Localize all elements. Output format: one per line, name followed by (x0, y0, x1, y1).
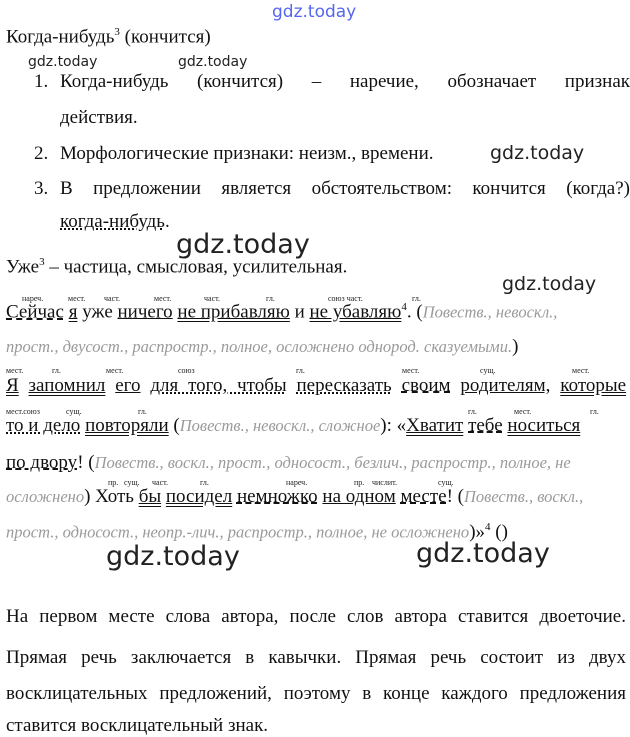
uzhe-line (6, 256, 347, 278)
list-num: 3. (34, 178, 49, 199)
uzhe-rest: – частица, смысловая, усилительная. (44, 256, 348, 278)
word: по двору (6, 452, 78, 473)
word: которые (560, 375, 627, 396)
watermark-top: gdz.today (272, 2, 357, 22)
word: ничего (117, 301, 173, 323)
explanation-line-4: ставится восклицательный знак. (6, 715, 269, 736)
pos-label: мест. (6, 366, 24, 375)
pos-label: сущ. (480, 366, 496, 375)
punct: ! ( (77, 452, 95, 473)
word: его (115, 375, 141, 396)
pos-label: мест. (68, 294, 86, 303)
pos-label: част. (152, 478, 169, 487)
pos-label: гл. (468, 407, 477, 416)
pos-label: числит. (372, 478, 398, 487)
pos-label: союз част. (328, 294, 363, 303)
pos-label: пр. (354, 478, 365, 487)
sentence-2-line1 (6, 375, 626, 397)
heading-word: Когда-нибудь (6, 26, 115, 48)
heading (6, 26, 211, 48)
word: то и дело (6, 415, 81, 436)
punct: ( (168, 415, 180, 436)
word: запомнил (28, 375, 106, 396)
pos-label: гл. (296, 366, 305, 375)
punct: ) (512, 336, 519, 357)
sentence-note: Повеств., воскл., прост., односост., безлич., распростр., полное, не (94, 453, 571, 472)
sentence-2-line4 (6, 486, 583, 508)
sentence-note: Повеств., невоскл., сложное (179, 416, 381, 435)
sentence-note: прост., двусост., распростр., полное, осложнено однород. сказуемыми. (6, 337, 513, 356)
pos-label: нареч. (286, 478, 308, 487)
list-num: 2. (34, 143, 49, 164)
sentence-note: Повеств., невоскл., (422, 302, 558, 322)
word: уже (82, 301, 113, 323)
word: тебе (468, 415, 503, 436)
list-item-3-line2 (60, 211, 170, 233)
explanation-line-2: Прямая речь заключается в кавычки. Прямая речь состоит из двух (6, 647, 626, 668)
pos-label: союз (178, 366, 195, 375)
word: не прибавляю (177, 301, 290, 323)
word: повторяли (85, 415, 169, 436)
word: не убавляю (309, 301, 402, 323)
word: своим (401, 375, 451, 396)
punct: . ( (406, 301, 423, 323)
pos-label: сущ. (438, 478, 454, 487)
word: бы (138, 486, 162, 507)
word: я (68, 301, 78, 323)
list-item-3-line1: В предложении является обстоятельством: кончится (когда?) (60, 178, 630, 199)
word: на одном (322, 486, 396, 507)
watermark: gdz.today (490, 142, 585, 164)
word: пересказать (296, 375, 392, 396)
word: для того, чтобы (150, 375, 287, 396)
punct: )» (469, 521, 486, 543)
list-item-2-line1: Морфологические признаки: неизм., времени. (60, 143, 434, 164)
pos-label: гл. (138, 407, 147, 416)
uzhe-word: Уже (6, 256, 40, 278)
punct: ! ( (446, 486, 464, 507)
period: . (164, 211, 170, 232)
pos-label: гл. (200, 478, 209, 487)
sup: 4 (485, 521, 491, 533)
pos-label: мест. (514, 407, 532, 416)
pos-label: гл. (590, 407, 599, 416)
heading-rest: (кончится) (119, 26, 211, 48)
word: посидел (165, 486, 233, 507)
pos-label: мест. (106, 366, 124, 375)
sentence-2-line3 (6, 452, 571, 474)
adverb-underlined: когда-нибудь (60, 211, 165, 232)
list-num: 1. (34, 71, 49, 92)
punct: () (490, 521, 508, 543)
list-item-1 (34, 71, 48, 93)
list-item-1-line1: Когда-нибудь (кончится) – наречие, обозначает признак (60, 71, 630, 92)
word: месте (400, 486, 447, 507)
sentence-1-line2 (6, 336, 518, 358)
pos-label: мест. (402, 366, 420, 375)
pos-label: пр. (108, 478, 119, 487)
sentence-note: Повеств., воскл., (464, 487, 584, 506)
uzhe-sup: 3 (39, 256, 45, 268)
word: и (294, 301, 305, 323)
word: носиться (507, 415, 581, 436)
heading-sup: 3 (114, 26, 120, 38)
watermark: gdz.today (28, 54, 98, 70)
sentence-note: прост., односост., неопр.-лич., распростр., полное, не осложнено (6, 522, 470, 542)
word: родителям, (460, 375, 551, 396)
watermark: gdz.today (106, 541, 240, 572)
watermark: gdz.today (176, 229, 310, 260)
pos-label: мест. (572, 366, 590, 375)
word: Сейчас (6, 301, 64, 323)
pos-label: гл. (266, 294, 275, 303)
pos-label: сущ. (124, 478, 140, 487)
watermark: gdz.today (416, 538, 550, 569)
explanation-line-1: На первом месте слова автора, после слов автора ставится двоеточие. (6, 606, 626, 627)
pos-label: сущ. (66, 407, 82, 416)
pos-label: част. (104, 294, 121, 303)
explanation-line-3: восклицательных предложений, поэтому в конце каждого предложения (6, 683, 626, 704)
word: Я (6, 375, 19, 396)
pos-label: мест. (154, 294, 172, 303)
list-item-1-line2: действия. (60, 107, 138, 128)
watermark: gdz.today (502, 273, 597, 295)
punct: ): « (380, 415, 407, 436)
pos-label: част. (204, 294, 221, 303)
sentence-1-line1 (6, 301, 557, 323)
word: Хватит (406, 415, 464, 436)
sup: 4 (401, 301, 407, 313)
sentence-note: осложнено (6, 487, 85, 506)
sentence-2-line2 (6, 415, 580, 437)
pos-label: мест.союз (6, 407, 40, 416)
punct: ) Хоть (84, 486, 134, 507)
pos-label: гл. (412, 294, 421, 303)
pos-label: нареч. (22, 294, 44, 303)
pos-label: гл. (52, 366, 61, 375)
word: немножко (236, 486, 318, 507)
watermark: gdz.today (178, 54, 248, 70)
